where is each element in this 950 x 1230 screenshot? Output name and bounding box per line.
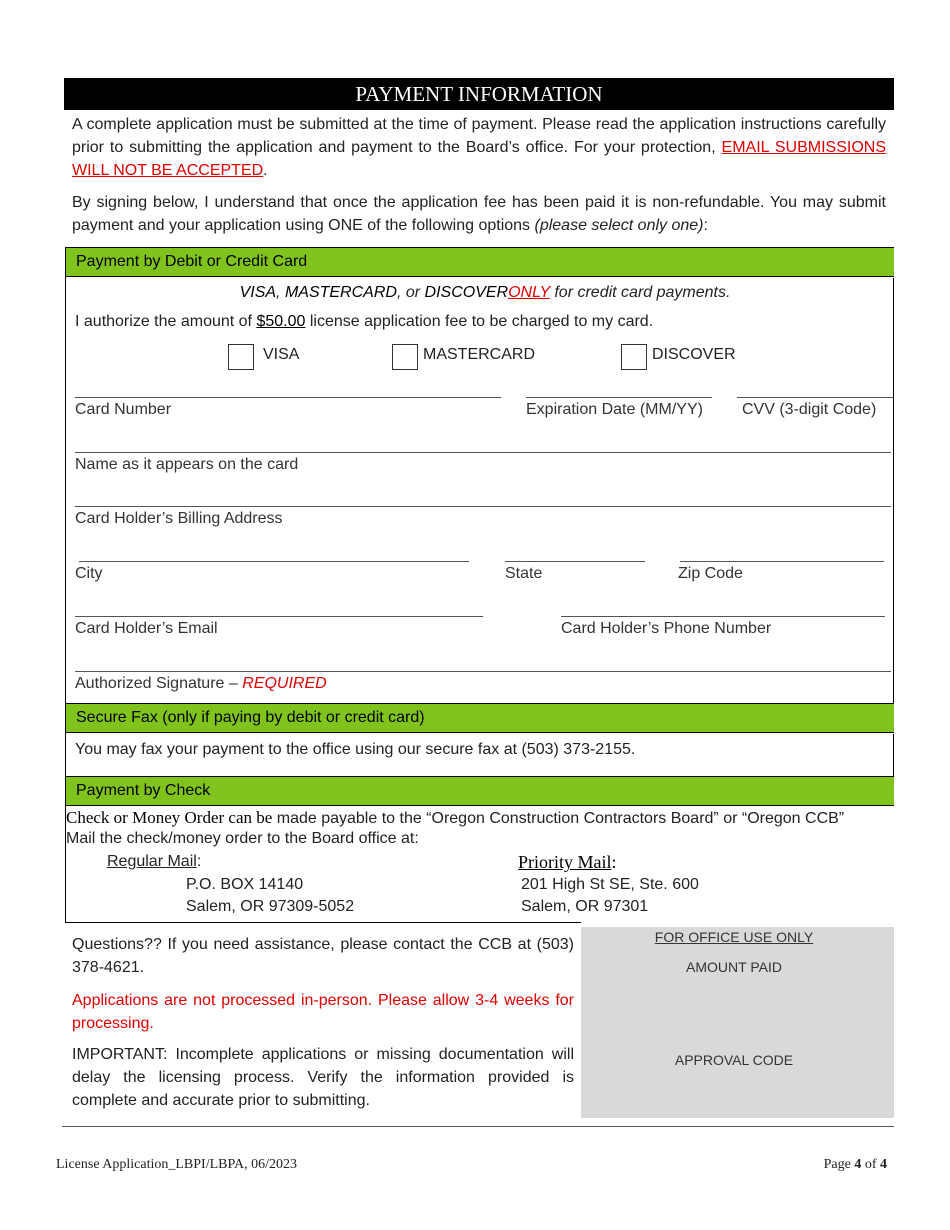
- city-label: City: [75, 565, 103, 582]
- check-line-2: Mail the check/money order to the Board office at:: [66, 830, 419, 847]
- brand-mastercard: MASTERCARD: [284, 284, 397, 301]
- expiration-field[interactable]: [526, 397, 712, 398]
- signature-label: [75, 675, 327, 693]
- phone-field[interactable]: [561, 616, 885, 617]
- authorize-pre: I authorize the amount of: [75, 313, 257, 330]
- email-field[interactable]: [75, 616, 483, 617]
- discover-label: DISCOVER: [652, 346, 736, 363]
- authorize-post: license application fee to be charged to my card.: [305, 313, 654, 330]
- intro-paragraph-1: [72, 113, 886, 182]
- card-brands-note: [0, 284, 950, 302]
- check-bottom-border: [65, 922, 581, 923]
- page-title: PAYMENT INFORMATION: [64, 78, 894, 110]
- mastercard-checkbox[interactable]: [392, 344, 418, 370]
- payable-to: made payable to the “Oregon Construction Contractors Board” or “Oregon CCB”: [272, 810, 845, 827]
- office-use-title: [581, 929, 887, 945]
- card-name-field[interactable]: [75, 452, 891, 453]
- visa-label: VISA: [263, 346, 300, 363]
- select-one-note: (please select only one): [534, 217, 704, 234]
- state-label: State: [505, 565, 543, 582]
- brand-sep: ,: [276, 284, 285, 301]
- card-name-label: Name as it appears on the card: [75, 456, 299, 473]
- brand-sep-2: , or: [396, 284, 425, 301]
- priority-mail-text: Priority Mail: [518, 852, 612, 872]
- amount-paid-label: AMOUNT PAID: [686, 959, 782, 975]
- only-emphasis: ONLY: [508, 284, 550, 301]
- regular-mail-text: Regular Mail: [107, 853, 197, 870]
- check-section-heading: Payment by Check: [65, 776, 894, 806]
- state-field[interactable]: [505, 561, 645, 562]
- page-pre: Page: [823, 1157, 855, 1172]
- fee-amount: $50.00: [256, 313, 306, 330]
- priority-address-1: 201 High St SE, Ste. 600: [521, 876, 699, 893]
- intro-text: A complete application must be submitted at the time of payment. Please read the application instructions carefully prior to submitting the application and payment to the Board’s office. For your protection,: [72, 116, 886, 156]
- cvv-field[interactable]: [737, 397, 893, 398]
- questions-text: Questions?? If you need assistance, please contact the CCB at (503) 378-4621.: [72, 936, 574, 976]
- regular-mail-label: Regular Mail:: [107, 853, 202, 870]
- zip-label: Zip Code: [678, 565, 743, 582]
- priority-mail-label: Priority Mail:: [518, 852, 617, 872]
- priority-address-2: Salem, OR 97301: [521, 898, 649, 915]
- fax-heading-note: (only if paying by debit or credit card): [157, 709, 425, 726]
- page-current: 4: [854, 1157, 862, 1172]
- card-number-label: Card Number: [75, 401, 172, 418]
- email-warning: EMAIL SUBMISSIONS WILL NOT BE ACCEPTED: [72, 139, 887, 179]
- billing-address-label: Card Holder’s Billing Address: [75, 510, 283, 527]
- city-field[interactable]: [79, 561, 469, 562]
- authorize-statement: [75, 313, 653, 331]
- fax-text: You may fax your payment to the office using our secure fax at (503) 373-2155.: [75, 741, 636, 758]
- phone-label: Card Holder’s Phone Number: [561, 620, 772, 637]
- signature-text: Authorized Signature –: [75, 675, 243, 692]
- page-number: [760, 1157, 887, 1173]
- discover-checkbox[interactable]: [621, 344, 647, 370]
- fax-right-border: [893, 734, 894, 776]
- billing-address-field[interactable]: [75, 506, 891, 507]
- regular-address-1: P.O. BOX 14140: [186, 876, 304, 893]
- intro-end-2: :: [703, 217, 708, 234]
- signature-field[interactable]: [75, 671, 891, 672]
- zip-field[interactable]: [680, 561, 884, 562]
- office-use-title-text: FOR OFFICE USE ONLY: [654, 929, 814, 945]
- intro-text-2: By signing below, I understand that once the application fee has been paid it is non-refundable. You may submit payment and your application using ONE of the following options: [72, 194, 886, 234]
- page-total: 4: [880, 1157, 887, 1172]
- email-label: Card Holder’s Email: [75, 620, 218, 637]
- approval-code-label: APPROVAL CODE: [674, 1052, 794, 1068]
- brand-note-end: for credit card payments.: [549, 284, 731, 301]
- check-line-1: [66, 808, 844, 828]
- page-mid: of: [861, 1157, 880, 1172]
- card-section-heading: Payment by Debit or Credit Card: [65, 247, 894, 277]
- office-use-box: [581, 927, 894, 1118]
- intro-end: .: [263, 162, 268, 179]
- expiration-label: Expiration Date (MM/YY): [526, 401, 703, 418]
- important-note: IMPORTANT: Incomplete applications or missing documentation will delay the licensing process. Verify the information provided is complete and accurate prior to submitting.: [72, 1046, 574, 1109]
- mastercard-label: MASTERCARD: [423, 346, 536, 363]
- card-number-field[interactable]: [75, 397, 501, 398]
- brand-discover: DISCOVER: [424, 284, 509, 301]
- fax-section-heading: [65, 703, 894, 733]
- check-or-money-order: Check or Money Order can be: [66, 808, 273, 827]
- footer-divider: [62, 1126, 894, 1127]
- signature-required: REQUIRED: [242, 675, 327, 692]
- fax-heading: Secure Fax: [76, 709, 158, 726]
- form-id: License Application_LBPI/LBPA, 06/2023: [56, 1157, 297, 1172]
- cvv-label: CVV (3-digit Code): [742, 401, 877, 418]
- regular-address-2: Salem, OR 97309-5052: [186, 898, 355, 915]
- intro-paragraph-2: [72, 191, 886, 237]
- visa-checkbox[interactable]: [228, 344, 254, 370]
- card-right-border: [893, 278, 894, 704]
- processing-notice: Applications are not processed in-person. Please allow 3-4 weeks for processing.: [72, 992, 574, 1032]
- brand-visa: VISA: [239, 284, 277, 301]
